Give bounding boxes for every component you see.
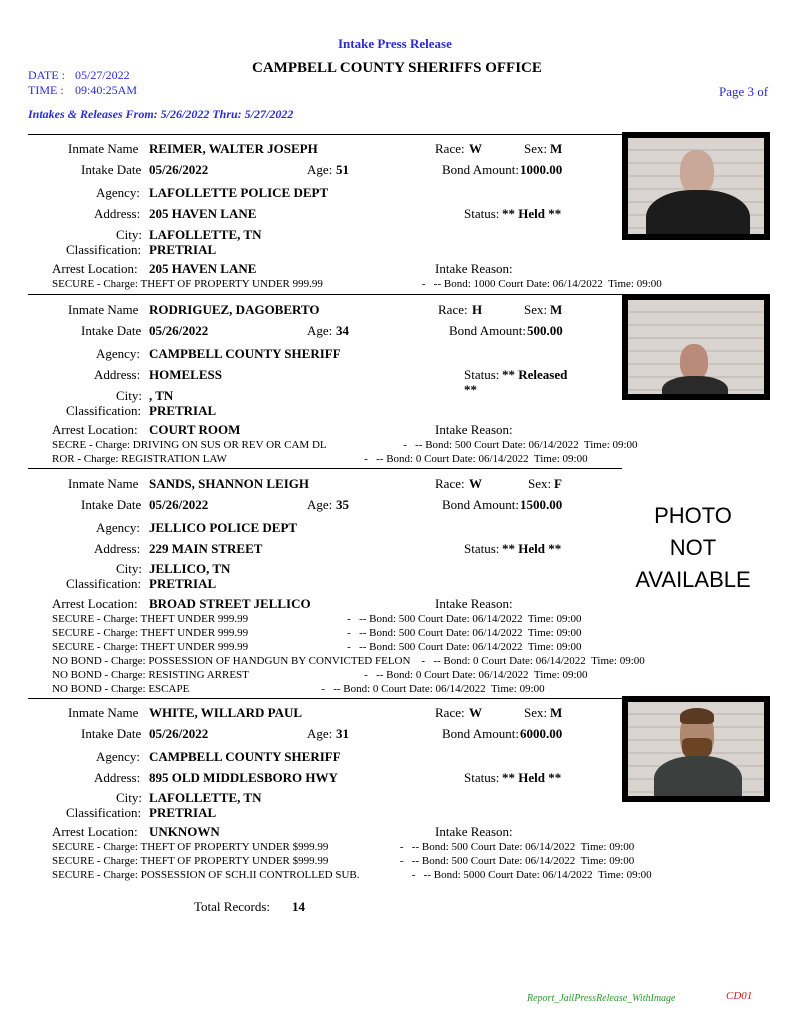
bond-amount-label: Bond Amount:: [442, 726, 519, 741]
agency-label: Agency:: [96, 520, 141, 535]
arrest-location-label: Arrest Location:: [52, 422, 138, 437]
intake-reason-label: Intake Reason:: [435, 596, 513, 611]
agency-value: JELLICO POLICE DEPT: [149, 520, 298, 535]
bond-amount: 1500.00: [520, 497, 563, 512]
charge-line: NO BOND - Charge: RESISTING ARREST - -- Bond: 0 Court Date: 06/14/2022 Time: 09:00: [52, 669, 588, 681]
intake-date-label: Intake Date: [81, 726, 142, 741]
charge-line: ROR - Charge: REGISTRATION LAW - -- Bond: 0 Court Date: 06/14/2022 Time: 09:00: [52, 453, 588, 465]
charge-line: SECURE - Charge: THEFT OF PROPERTY UNDER $999.99 - -- Bond: 500 Court Date: 06/14/2022 Time: 09:00: [52, 841, 635, 853]
city-value: JELLICO, TN: [149, 561, 231, 576]
intake-date-label: Intake Date: [81, 162, 142, 177]
status-value: ** Held **: [502, 206, 562, 221]
bond-amount-label: Bond Amount:: [449, 323, 526, 338]
date-value: 05/27/2022: [75, 68, 130, 82]
status-label: Status:: [464, 770, 500, 785]
city-value: LAFOLLETTE, TN: [149, 227, 262, 242]
intake-date: 05/26/2022: [149, 162, 209, 177]
bond-amount-label: Bond Amount:: [442, 497, 519, 512]
address-label: Address:: [94, 367, 141, 382]
page-number: Page 3 of: [719, 84, 769, 99]
inmate-name: WHITE, WILLARD PAUL: [149, 705, 303, 720]
classification-value: PRETRIAL: [149, 576, 217, 591]
sex-value: M: [550, 705, 563, 720]
classification-label: Classification:: [66, 576, 142, 591]
report-title: Intake Press Release: [338, 36, 452, 51]
charge-line: NO BOND - Charge: ESCAPE - -- Bond: 0 Court Date: 06/14/2022 Time: 09:00: [52, 683, 545, 695]
address-label: Address:: [94, 770, 141, 785]
arrest-location: UNKNOWN: [149, 824, 220, 839]
address-label: Address:: [94, 206, 141, 221]
address-label: Address:: [94, 541, 141, 556]
city-label: City:: [116, 388, 143, 403]
record-divider: [28, 468, 622, 469]
address-value: 895 OLD MIDDLESBORO HWY: [149, 770, 338, 785]
arrest-location-label: Arrest Location:: [52, 596, 138, 611]
status-value: ** Held **: [502, 541, 562, 556]
classification-value: PRETRIAL: [149, 805, 217, 820]
charge-line: SECURE - Charge: THEFT UNDER 999.99 - -- Bond: 500 Court Date: 06/14/2022 Time: 09:00: [52, 641, 582, 653]
photo-na-line: PHOTO: [654, 503, 732, 528]
status-value: ** Held **: [502, 770, 562, 785]
sex-label: Sex:: [524, 141, 548, 156]
charge-line: SECURE - Charge: THEFT OF PROPERTY UNDER $999.99 - -- Bond: 500 Court Date: 06/14/2022 Time: 09:00: [52, 855, 635, 867]
charge-line: NO BOND - Charge: POSSESSION OF HANDGUN BY CONVICTED FELON - -- Bond: 0 Court Date: 06/14/2022 Time: 09:00: [52, 655, 645, 667]
intake-date: 05/26/2022: [149, 497, 209, 512]
age-value: 51: [336, 162, 349, 177]
mugshot-photo: [622, 294, 770, 400]
charge-line: SECURE - Charge: THEFT UNDER 999.99 - -- Bond: 500 Court Date: 06/14/2022 Time: 09:00: [52, 613, 582, 625]
intake-reason-label: Intake Reason:: [435, 261, 513, 276]
agency-value: CAMPBELL COUNTY SHERIFF: [149, 346, 341, 361]
date-label: DATE :: [28, 68, 65, 82]
total-records-label: Total Records:: [194, 899, 270, 914]
report-code: CD01: [726, 990, 753, 1002]
city-value: LAFOLLETTE, TN: [149, 790, 262, 805]
arrest-location: BROAD STREET JELLICO: [149, 596, 311, 611]
agency-value: LAFOLLETTE POLICE DEPT: [149, 185, 329, 200]
classification-value: PRETRIAL: [149, 403, 217, 418]
bond-amount-label: Bond Amount:: [442, 162, 519, 177]
mugshot-photo: [622, 132, 770, 240]
race-value: W: [469, 141, 482, 156]
sex-value: M: [550, 302, 563, 317]
report-name: Report_JailPressRelease_WithImage: [527, 993, 676, 1004]
intake-date-label: Intake Date: [81, 497, 142, 512]
age-label: Age:: [307, 323, 333, 338]
classification-label: Classification:: [66, 805, 142, 820]
charge-line: SECRE - Charge: DRIVING ON SUS OR REV OR CAM DL - -- Bond: 500 Court Date: 06/14/2022 Time: 09:00: [52, 439, 638, 451]
intake-reason-label: Intake Reason:: [435, 824, 513, 839]
intake-date: 05/26/2022: [149, 323, 209, 338]
intake-date-label: Intake Date: [81, 323, 142, 338]
charge-line: SECURE - Charge: THEFT OF PROPERTY UNDER 999.99 - -- Bond: 1000 Court Date: 06/14/2022 Time: 09:00: [52, 278, 662, 290]
status-value: ** Released: [502, 367, 568, 382]
date-range: Intakes & Releases From: 5/26/2022 Thru: 5/27/2022: [28, 107, 294, 121]
city-label: City:: [116, 561, 143, 576]
inmate-name-label: Inmate Name: [68, 476, 139, 491]
bond-amount: 500.00: [527, 323, 563, 338]
sex-label: Sex:: [528, 476, 552, 491]
race-label: Race:: [435, 476, 465, 491]
office-name: CAMPBELL COUNTY SHERIFFS OFFICE: [252, 60, 542, 76]
agency-label: Agency:: [96, 749, 141, 764]
status-label: Status:: [464, 367, 500, 382]
bond-amount: 6000.00: [520, 726, 563, 741]
race-label: Race:: [435, 705, 465, 720]
address-value: 205 HAVEN LANE: [149, 206, 257, 221]
classification-label: Classification:: [66, 242, 142, 257]
photo-na-line: NOT: [669, 535, 717, 560]
city-label: City:: [116, 790, 143, 805]
age-label: Age:: [307, 726, 333, 741]
race-label: Race:: [435, 141, 465, 156]
city-value: , TN: [149, 388, 174, 403]
inmate-name-label: Inmate Name: [68, 302, 139, 317]
charge-line: SECURE - Charge: THEFT UNDER 999.99 - -- Bond: 500 Court Date: 06/14/2022 Time: 09:00: [52, 627, 582, 639]
bond-amount: 1000.00: [520, 162, 563, 177]
address-value: 229 MAIN STREET: [149, 541, 263, 556]
race-label: Race:: [438, 302, 468, 317]
inmate-name: RODRIGUEZ, DAGOBERTO: [149, 302, 320, 317]
arrest-location-label: Arrest Location:: [52, 824, 138, 839]
arrest-location-label: Arrest Location:: [52, 261, 138, 276]
classification-label: Classification:: [66, 403, 142, 418]
arrest-location: 205 HAVEN LANE: [149, 261, 257, 276]
race-value: W: [469, 476, 482, 491]
agency-value: CAMPBELL COUNTY SHERIFF: [149, 749, 341, 764]
race-value: W: [469, 705, 482, 720]
sex-label: Sex:: [524, 705, 548, 720]
sex-value: F: [554, 476, 562, 491]
photo-na-line: AVAILABLE: [635, 567, 751, 592]
inmate-name-label: Inmate Name: [68, 705, 139, 720]
inmate-name: SANDS, SHANNON LEIGH: [149, 476, 310, 491]
inmate-name: REIMER, WALTER JOSEPH: [149, 141, 318, 156]
agency-label: Agency:: [96, 185, 141, 200]
intake-reason-label: Intake Reason:: [435, 422, 513, 437]
age-label: Age:: [307, 497, 333, 512]
agency-label: Agency:: [96, 346, 141, 361]
sex-value: M: [550, 141, 563, 156]
total-records-value: 14: [292, 899, 305, 914]
time-value: 09:40:25AM: [75, 83, 138, 97]
classification-value: PRETRIAL: [149, 242, 217, 257]
charge-line: SECURE - Charge: POSSESSION OF SCH.II CONTROLLED SUB. - -- Bond: 5000 Court Date: 06/14/2022 Time: 09:00: [52, 869, 652, 881]
age-value: 34: [336, 323, 349, 338]
race-value: H: [472, 302, 483, 317]
arrest-location: COURT ROOM: [149, 422, 241, 437]
status-label: Status:: [464, 541, 500, 556]
mugshot-photo: [622, 696, 770, 802]
city-label: City:: [116, 227, 143, 242]
intake-date: 05/26/2022: [149, 726, 209, 741]
sex-label: Sex:: [524, 302, 548, 317]
age-value: 35: [336, 497, 349, 512]
photo-not-available: [622, 500, 764, 596]
inmate-name-label: Inmate Name: [68, 141, 139, 156]
status-value-cont: **: [464, 382, 477, 397]
status-label: Status:: [464, 206, 500, 221]
age-value: 31: [336, 726, 349, 741]
address-value: HOMELESS: [149, 367, 222, 382]
age-label: Age:: [307, 162, 333, 177]
time-label: TIME :: [28, 83, 64, 97]
